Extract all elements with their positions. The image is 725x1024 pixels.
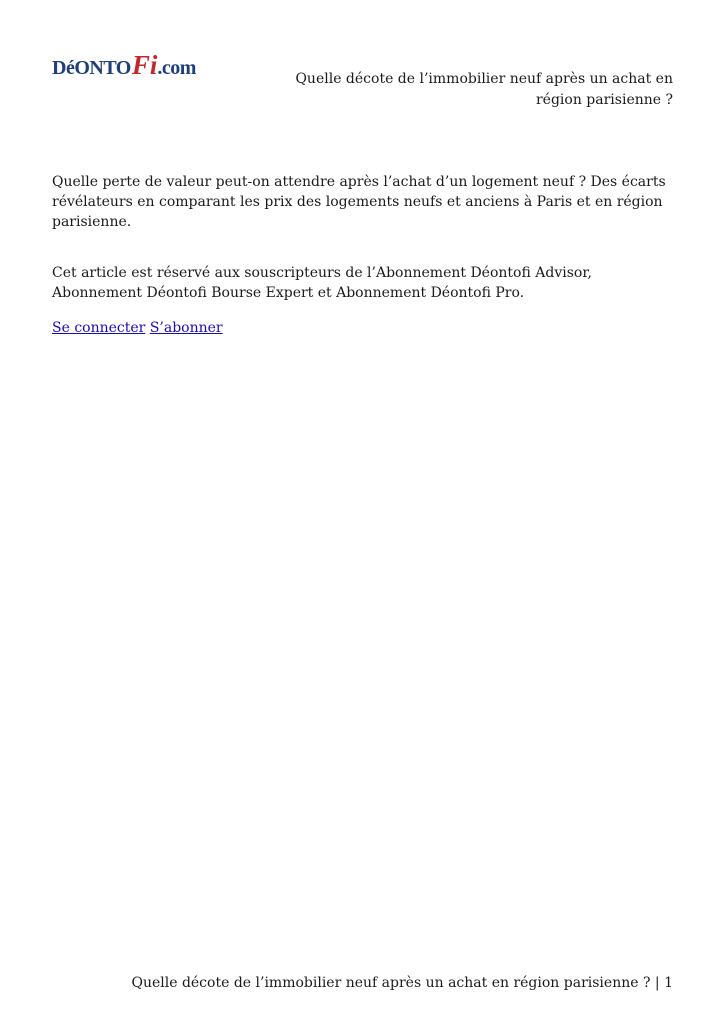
logo-text-fi: Fi (131, 50, 158, 80)
logo-text-deonto: DéONTO (52, 57, 131, 79)
subscribe-link[interactable]: S’abonner (149, 320, 223, 336)
subscriber-notice: Cet article est réservé aux souscripteurs de l’Abonnement Déontofi Advisor, Abonnement Déontofi Bourse Expert et Abonnement Déontofi Pro. (52, 265, 592, 301)
article-body (52, 172, 677, 338)
page-footer: Quelle décote de l’immobilier neuf après un achat en région parisienne ? | 1 (131, 975, 673, 991)
login-link[interactable]: Se connecter (52, 320, 146, 336)
header-title: Quelle décote de l’immobilier neuf après un achat en région parisienne ? (295, 71, 673, 108)
logo-text-com: .com (157, 57, 196, 79)
article-intro: Quelle perte de valeur peut-on attendre après l’achat d’un logement neuf ? Des écarts révélateurs en comparant les prix des logements neufs et anciens à Paris et en région parisienne. (52, 174, 666, 230)
access-links (52, 318, 677, 338)
site-logo[interactable] (52, 50, 196, 81)
